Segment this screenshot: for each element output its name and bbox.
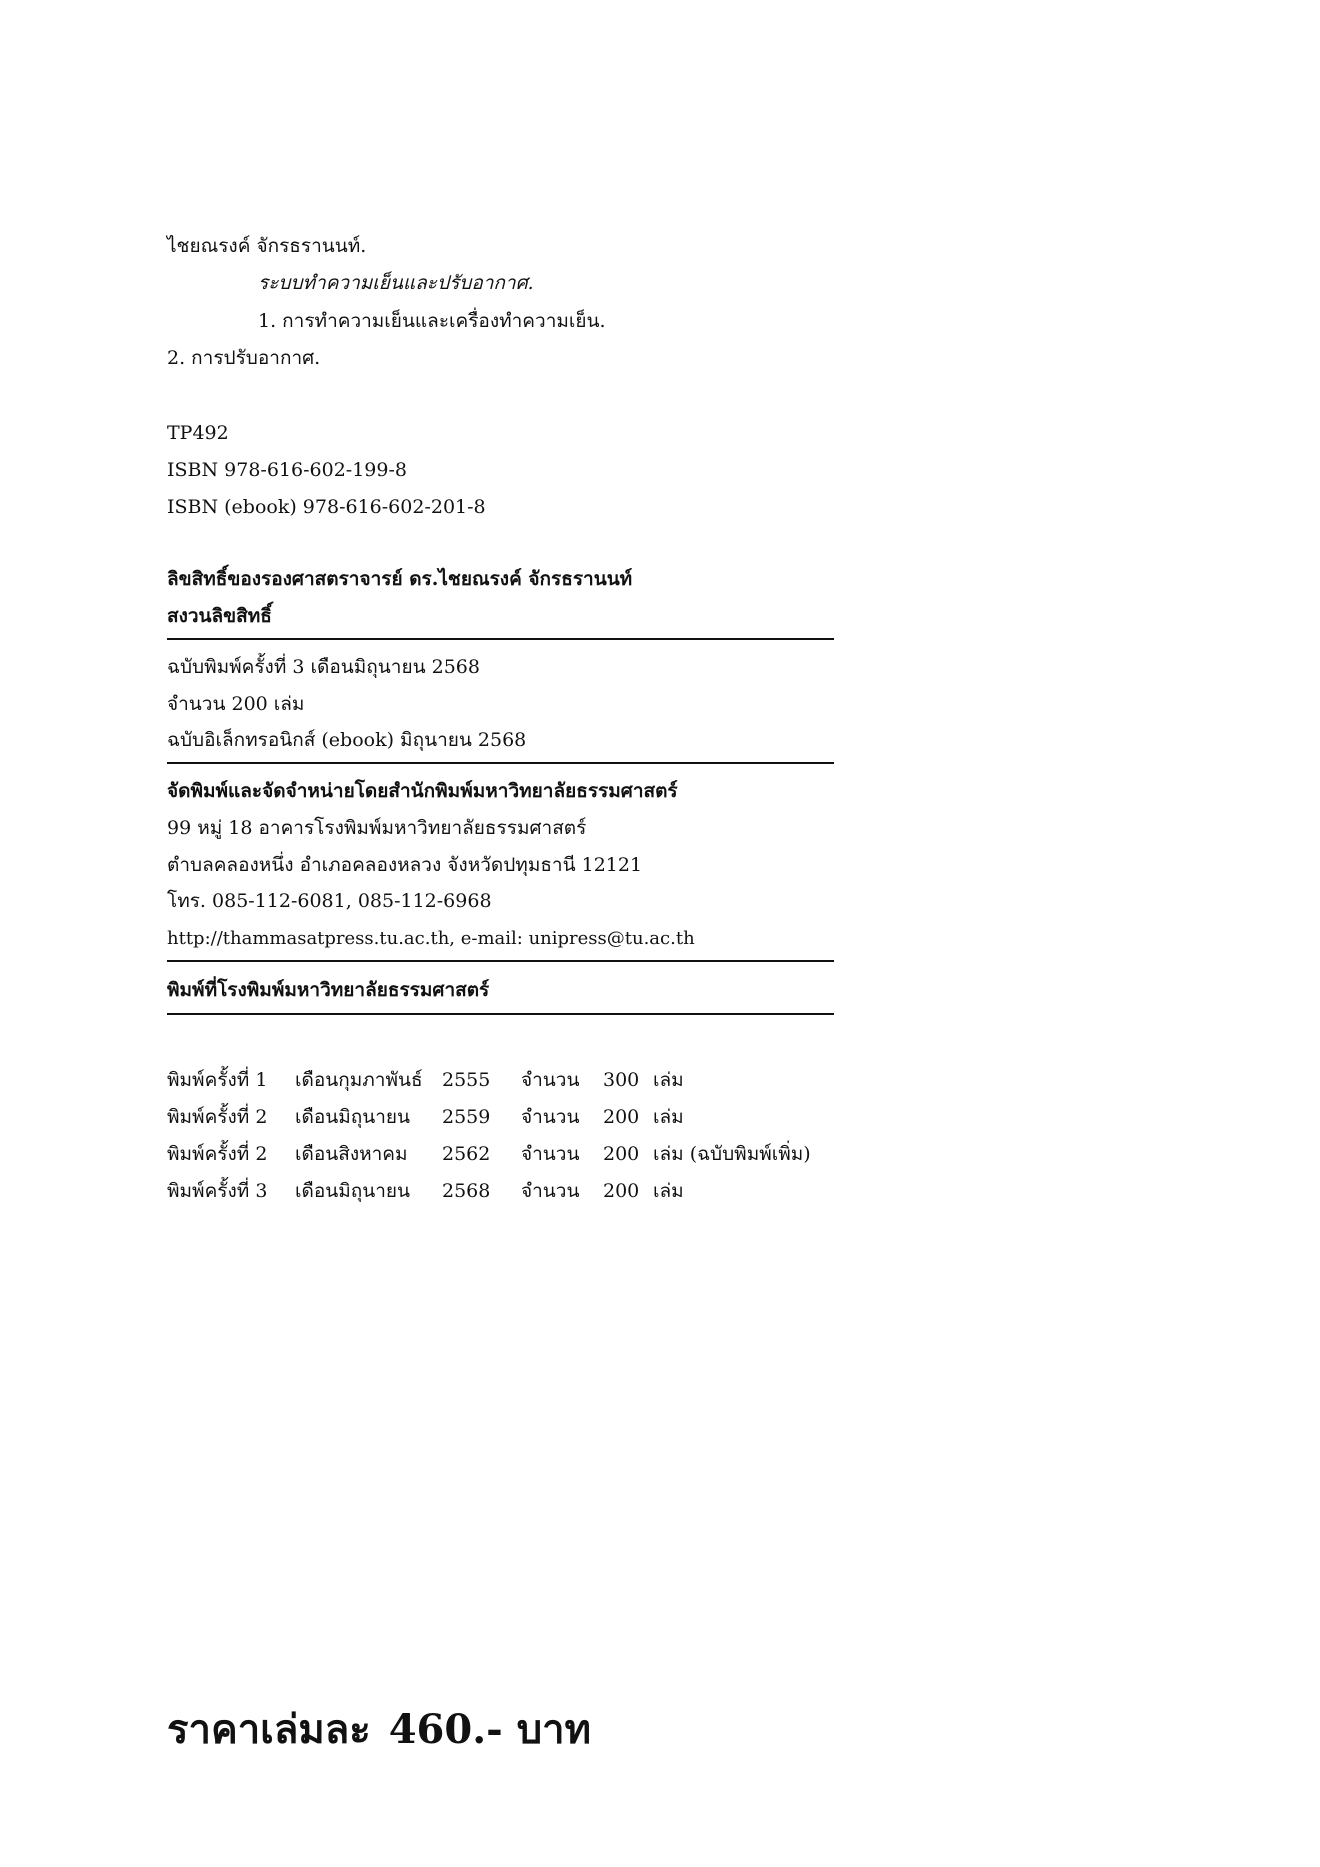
history-qty-label: จำนวน [521,1105,580,1128]
history-unit: เล่ม (ฉบับพิมพ์เพิ่ม) [653,1142,811,1165]
history-qty-label: จำนวน [521,1179,580,1202]
call-number: TP492 [167,422,229,444]
history-month: เดือนกุมภาพันธ์ [295,1068,423,1091]
price [167,1705,591,1755]
history-unit: เล่ม [653,1105,684,1128]
history-qty: 300 [603,1068,640,1091]
history-year: 2568 [442,1179,491,1202]
divider [167,762,834,764]
isbn-ebook: ISBN (ebook) 978-616-602-201-8 [167,496,486,518]
table-row [167,1135,811,1172]
history-qty-label: จำนวน [521,1068,580,1091]
copyright-owner: ลิขสิทธิ์ของรองศาสตราจารย์ ดร.ไชยณรงค์ จักรธรานนท์ [167,568,633,590]
copyright-reserved: สงวนลิขสิทธิ์ [167,605,272,627]
publisher-web: http://thammasatpress.tu.ac.th, e-mail: unipress@tu.ac.th [167,928,695,949]
edition-copies: จำนวน 200 เล่ม [167,693,305,715]
catalog-author: ไชยณรงค์ จักรธรานนท์. [167,235,367,257]
printer-line: พิมพ์ที่โรงพิมพ์มหาวิทยาลัยธรรมศาสตร์ [167,979,490,1001]
history-year: 2562 [442,1142,491,1165]
history-edition: พิมพ์ครั้งที่ 3 [167,1179,268,1202]
publisher-address-2: ตำบลคลองหนึ่ง อำเภอคลองหลวง จังหวัดปทุมธานี 12121 [167,854,643,876]
history-qty-label: จำนวน [521,1142,580,1165]
history-year: 2555 [442,1068,491,1091]
history-unit: เล่ม [653,1179,684,1202]
divider [167,960,834,962]
table-row [167,1098,811,1135]
history-month: เดือนมิถุนายน [295,1179,411,1202]
edition-print: ฉบับพิมพ์ครั้งที่ 3 เดือนมิถุนายน 2568 [167,656,480,678]
history-unit: เล่ม [653,1068,684,1091]
divider [167,1013,834,1015]
publisher-phone: โทร. 085-112-6081, 085-112-6968 [167,890,492,912]
history-edition: พิมพ์ครั้งที่ 2 [167,1105,268,1128]
history-qty: 200 [603,1105,640,1128]
catalog-title: ระบบทำความเย็นและปรับอากาศ. [258,272,534,294]
price-label: ราคาเล่มละ [167,1706,371,1753]
history-qty: 200 [603,1179,640,1202]
price-currency: บาท [516,1706,591,1753]
publisher-name: จัดพิมพ์และจัดจำหน่ายโดยสำนักพิมพ์มหาวิทยาลัยธรรมศาสตร์ [167,780,678,802]
publisher-address-1: 99 หมู่ 18 อาคารโรงพิมพ์มหาวิทยาลัยธรรมศาสตร์ [167,817,587,839]
catalog-subject-1: 1. การทำความเย็นและเครื่องทำความเย็น. [258,310,606,332]
table-row [167,1061,811,1098]
history-edition: พิมพ์ครั้งที่ 2 [167,1142,268,1165]
history-edition: พิมพ์ครั้งที่ 1 [167,1068,268,1091]
divider [167,638,834,640]
price-amount: 460.- [388,1706,503,1753]
catalog-subject-2: 2. การปรับอากาศ. [167,347,321,369]
isbn: ISBN 978-616-602-199-8 [167,459,407,481]
history-year: 2559 [442,1105,491,1128]
history-qty: 200 [603,1142,640,1165]
history-month: เดือนสิงหาคม [295,1142,408,1165]
print-history-table [167,1061,811,1209]
table-row [167,1172,811,1209]
edition-ebook: ฉบับอิเล็กทรอนิกส์ (ebook) มิถุนายน 2568 [167,729,527,751]
history-month: เดือนมิถุนายน [295,1105,411,1128]
